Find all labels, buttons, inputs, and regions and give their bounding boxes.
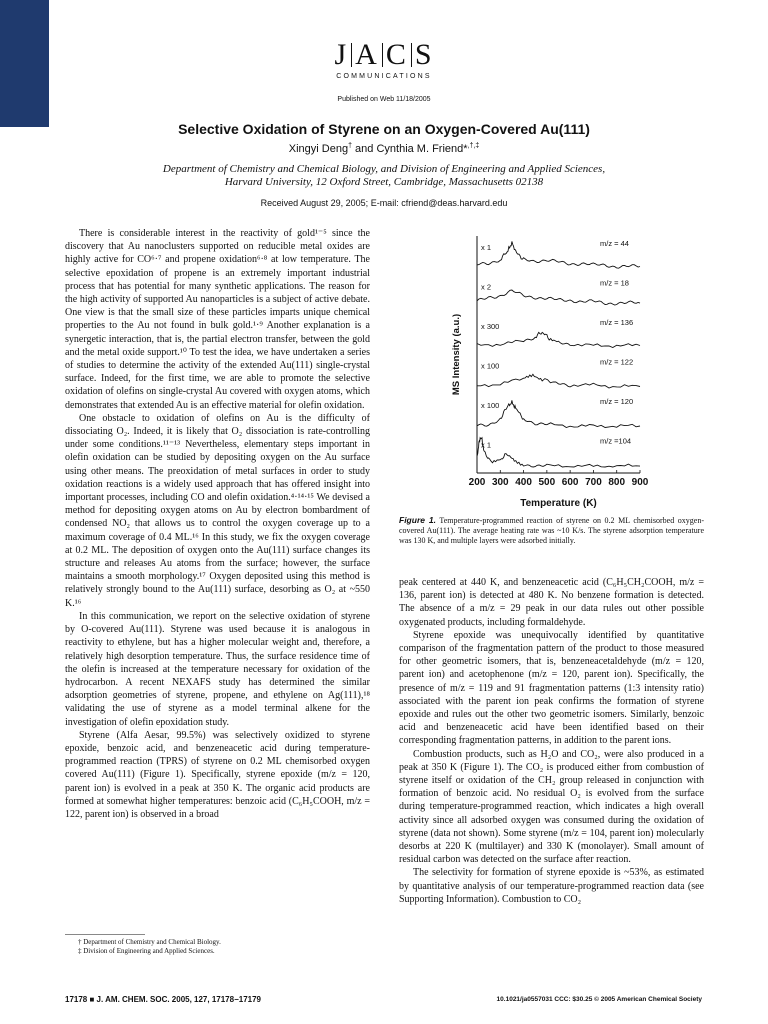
series-name-label: m/z = 136 <box>600 317 634 327</box>
body-paragraph: The selectivity for formation of styrene epoxide is ~53%, as estimated by quantitative analysis of our temperature-programmed reaction data (see Supporting Information). Combustion to CO₂ <box>399 867 704 905</box>
series-name-label: m/z = 120 <box>600 396 634 406</box>
body-paragraph: Combustion products, such as H₂O and CO₂, were also produced in a peak at 350 K (Figure 1). The CO₂ is produced either from combustion of styrene itself or oxidation of the CH₂ group released in conjunction with formation of benzoic acid. No residual O₂ is evolved from the surface during temperature-programmed reaction, which indicates a high overall activity since all adsorbed oxygen was consumed during the oxidation of styrene (data not shown). Some styrene (m/z = 104, parent ion) molecularly desorbs at 220 K (multilayer) and 330 K (monolayer). Small amount of residual carbon was detected on the surface after reaction. <box>399 748 704 866</box>
logo-letter: S <box>414 38 434 71</box>
series-scale-label: x 1 <box>481 243 492 253</box>
page-footer-citation: 17178 ■ J. AM. CHEM. SOC. 2005, 127, 17178−17179 <box>65 995 261 1004</box>
x-tick-label: 600 <box>561 477 579 488</box>
logo-subtitle: COMMUNICATIONS <box>336 73 432 80</box>
figure-caption <box>399 515 704 546</box>
affiliation <box>0 163 768 189</box>
author-line <box>0 143 768 155</box>
article-title: Selective Oxidation of Styrene on an Oxygen-Covered Au(111) <box>178 121 590 137</box>
author-name: Cynthia M. Friend* <box>376 143 468 155</box>
author-conjunction: and <box>351 143 377 155</box>
x-tick-label: 400 <box>515 477 532 488</box>
publication-date: Published on Web 11/18/2005 <box>337 96 431 103</box>
footnote-divider <box>65 934 145 935</box>
footnote: ‡ Division of Engineering and Applied Sciences. <box>78 947 215 955</box>
x-tick-label: 800 <box>608 477 626 488</box>
page-footer-doi: 10.1021/ja0557031 CCC: $30.25 © 2005 American Chemical Society <box>496 996 702 1003</box>
x-tick-label: 900 <box>631 477 649 488</box>
logo-letter: A <box>355 38 379 71</box>
body-paragraph: One obstacle to oxidation of olefins on Au is the difficulty of dissociating O₂. Indeed, it is likely that O₂ dissociation is rate-controlling under some conditions.¹¹⁻¹³ Nevertheless, elementary steps important in olefin oxidation can be studied by depositing oxygen on the Au surface using other means. The preoxidation of metal surfaces in order to study oxidation reactions is a widely used approach that has offered insight into important processes, including CO and olefin oxidation.⁴·¹⁴·¹⁵ We devised a method for depositing oxygen atoms on Au by electron bombardment of condensed NO₂ that allows us to control the oxygen coverage up to a maximum coverage of 0.4 ML.¹⁶ In this study, we fix the oxygen coverage at 0.2 ML. The deposition of oxygen onto the Au(111) surface changes its structure and releases Au atoms from the surface; however, the surface maintains a smooth morphology.¹⁷ Oxygen deposited using this method is relatively strongly bound to the Au(111) surface, desorbing as O₂ at ~550 K.¹⁶ <box>65 412 370 609</box>
series-scale-label: x 100 <box>481 361 500 371</box>
author-name: Xingyi Deng <box>288 143 349 155</box>
series-scale-label: x 100 <box>481 401 500 411</box>
journal-logo <box>0 40 768 80</box>
figure-label: Figure 1. <box>399 515 436 525</box>
author-mark: ,†,‡ <box>467 142 480 150</box>
logo-letter: J <box>334 38 349 71</box>
author-mark: † <box>348 142 352 150</box>
series-name-label: m/z = 18 <box>600 278 629 288</box>
body-paragraph: Styrene (Alfa Aesar, 99.5%) was selectively oxidized to styrene epoxide, benzoic acid, and benzeneacetic acid during temperature-programmed reaction (TPRS) of styrene on 0.2 ML chemisorbed oxygen covered Au(111) (Figure 1). Specifically, styrene epoxide (m/z = 120, parent ion) is evolved in a peak at 350 K. The organic acid products are formed at somewhat higher temperatures: benzoic acid (C₆H₅COOH, m/z = 122, parent ion) is observed in a broad <box>65 729 370 820</box>
series-scale-label: x 2 <box>481 282 492 292</box>
series-line <box>477 290 640 305</box>
tpr-chart-svg <box>447 228 657 513</box>
figure-1-chart <box>447 228 657 513</box>
x-tick-label: 300 <box>491 477 509 488</box>
body-paragraph: There is considerable interest in the reactivity of gold¹⁻⁵ since the discovery that Au nanoclusters supported on reducible metal oxides are highly active for CO⁶·⁷ and propene oxidation⁶·⁸ at low temperature. The selective epoxidation of propene is an extremely important industrial process that has potential for many synthetic applications. The reason for the high activity of supported Au nanoparticles is a subject of active debate. One view is that the small size of these particles imparts unique chemical properties to the Au not found in bulk gold.¹·⁹ Another explanation is a synergetic interaction, that is, the partial electron transfer, between the gold and the metal oxide support.¹⁰ To test the idea, we have undertaken a series of studies to determine the activity of the extended Au(111) single-crystal surface. Indeed, for the first time, we are able to promote the selective oxidation of olefins on single-crystal Au covered with oxygen atoms, which demonstrates that extended Au is an effective material for olefin oxidation. <box>65 228 370 411</box>
series-line <box>477 332 640 347</box>
footnote: † Department of Chemistry and Chemical Biology. <box>78 938 221 946</box>
x-axis-label: Temperature (K) <box>520 498 597 509</box>
affiliation-line: Department of Chemistry and Chemical Biology, and Division of Engineering and Applied Sciences, <box>162 163 606 175</box>
series-scale-label: x 1 <box>481 440 492 450</box>
body-right-column <box>399 576 704 906</box>
series-name-label: m/z = 44 <box>600 238 629 248</box>
series-name-label: m/z =104 <box>600 436 632 446</box>
figure-caption-text: Temperature-programmed reaction of styrene on 0.2 ML chemisorbed oxygen-covered Au(111). The average heating rate was ~10 K/s. The styrene adsorption temperature was 130 K, and multiple layers were adsorbed initially. <box>399 516 704 545</box>
series-line <box>477 374 640 388</box>
series-scale-label: x 300 <box>481 322 500 332</box>
x-tick-label: 500 <box>538 477 556 488</box>
body-paragraph: Styrene epoxide was unequivocally identified by quantitative comparison of the fragmentation pattern of the product to those measured for other geometric isomers, that is, benzeneacetaldehyde (m/z = 120, parent ion) and acetophenone (m/z = 120, parent ion). Specifically, the presence of m/z = 119 and 91 fragmentation patterns (1:3 intensity ratio) associated with the parent ion peak confirms the formation of styrene epoxide and rules out the other two geometric isomers. Similarly, benzoic acid and benzeneacetic acid have been identified based on their corresponding fragmentation patterns, in addition to the parent ions. <box>399 629 704 747</box>
body-paragraph: peak centered at 440 K, and benzeneacetic acid (C₆H₅CH₂COOH, m/z = 136, parent ion) is detected at 480 K. No benzene formation is detected. The absence of a m/z = 29 peak in our data rules out other possible oxygenated products, including formaldehyde. <box>399 577 704 628</box>
body-left-column <box>65 227 370 821</box>
received-line: Received August 29, 2005; E-mail: cfriend@deas.harvard.edu <box>260 198 508 208</box>
logo-letter: C <box>385 38 408 71</box>
footnotes <box>78 938 221 956</box>
body-paragraph: In this communication, we report on the selective oxidation of styrene by O-covered Au(111). Styrene was used because it is analogous in reactivity to ethylene, but has a higher molecular weight and, therefore, a relatively high desorption temperature. Thus, the surface residence time of the olefin is increased at the temperature necessary for oxidation of the hydrocarbon. A recent NEXAFS study has determined the similar adsorption geometries of styrene, propene, and ethylene on Ag(111),¹⁸ validating the use of styrene as a model terminal alkene for the investigation of olefin epoxidation study. <box>65 610 370 728</box>
affiliation-line: Harvard University, 12 Oxford Street, Cambridge, Massachusetts 02138 <box>224 176 544 188</box>
series-name-label: m/z = 122 <box>600 357 634 367</box>
y-axis-label: MS Intensity (a.u.) <box>451 313 462 396</box>
x-tick-label: 700 <box>585 477 602 488</box>
x-tick-label: 200 <box>468 477 486 488</box>
